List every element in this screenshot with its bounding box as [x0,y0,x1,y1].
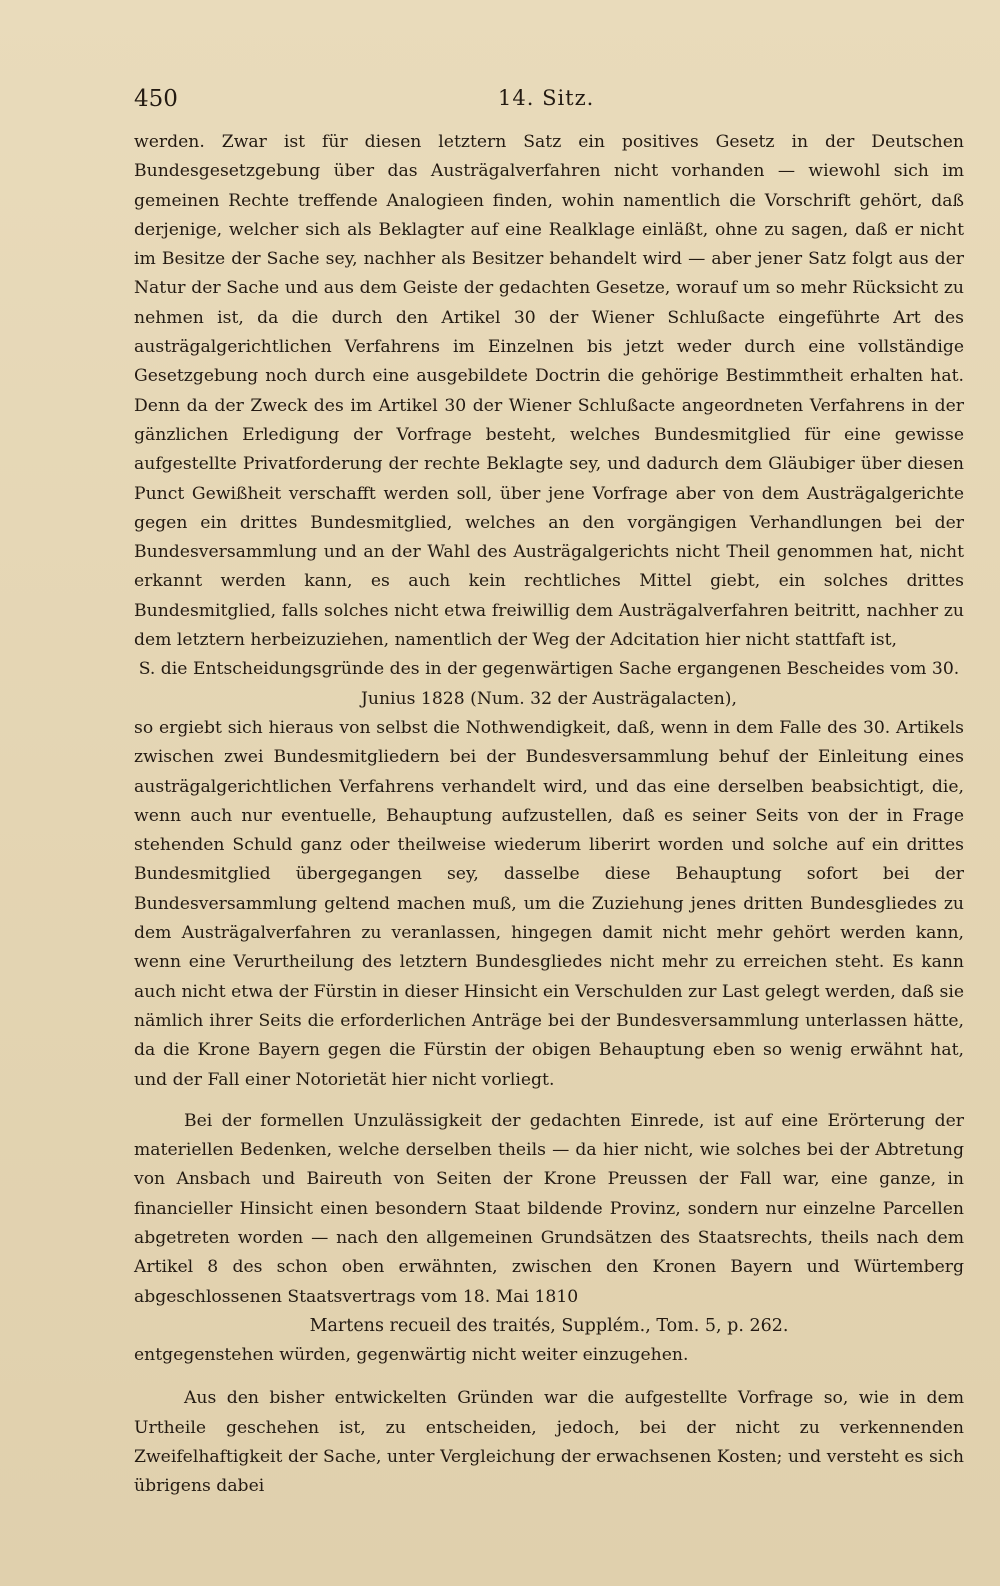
page-body [134,128,964,1502]
paragraph-2: so ergiebt sich hieraus von selbst die Nothwendigkeit, daß, wenn in dem Falle des 30. Artikels zwischen zwei Bundesmitgliedern bei der Bundesversammlung behuf der Einleitung eines austrägalgerichtlichen Verfahrens verhandelt wird, und das eine derselben beabsichtigt, die, wenn auch nur eventuelle, Behauptung aufzustellen, daß es seiner Seits von der in Frage stehenden Schuld ganz oder theilweise wiederum liberirt worden und solche auf ein drittes Bundesmitglied übergegangen sey, dasselbe diese Behauptung sofort bei der Bundesversammlung geltend machen muß, um die Zuziehung jenes dritten Bundesgliedes zu dem Austrägalverfahren zu veranlassen, hingegen damit nicht mehr gehört werden kann, wenn eine Verurtheilung des letztern Bundesgliedes nicht mehr zu erreichen steht. Es kann auch nicht etwa der Fürstin in dieser Hinsicht ein Verschulden zur Last gelegt werden, daß sie nämlich ihrer Seits die erforderlichen Anträge bei der Bundesversammlung unterlassen hätte, da die Krone Bayern gegen die Fürstin der obigen Behauptung eben so wenig erwähnt hat, und der Fall einer Notorietät hier nicht vorliegt. [134,717,964,1090]
page-header [134,86,964,120]
citation-decision: S. die Entscheidungsgründe des in der gegenwärtigen Sache ergangenen Bescheides vom 30. Junius 1828 (Num. 32 der Austrägalacten), [138,659,960,709]
citation-martens: Martens recueil des traités, Supplém., Tom. 5, p. 262. [309,1315,789,1336]
paragraph-3: Bei der formellen Unzulässigkeit der gedachten Einrede, ist auf eine Erörterung der materiellen Bedenken, welche derselben theils — da hier nicht, wie solches bei der Abtretung von Ansbach und Baireuth von Seiten der Krone Preussen der Fall war, eine ganze, in financieller Hinsicht einen besondern Staat bildende Provinz, sondern nur einzelne Parcellen abgetreten worden — nach den allgemeinen Grundsätzen des Staatsrechts, theils nach dem Artikel 8 des schon oben erwähnten, zwischen den Kronen Bayern und Würtemberg abgeschlossenen Staatsvertrags vom 18. Mai 1810 [134,1110,964,1307]
paragraph-4: entgegenstehen würden, gegenwärtig nicht weiter einzugehen. [134,1345,689,1366]
running-head: 14. Sitz. [498,86,595,110]
paragraph-1: werden. Zwar ist für diesen letztern Satz ein positives Gesetz in der Deutschen Bundesgesetzgebung über das Austrägalverfahren nicht vorhanden — wiewohl sich im gemeinen Rechte treffende Analogieen finden, wohin namentlich die Vorschrift gehört, daß derjenige, welcher sich als Beklagter auf eine Realklage einläßt, ohne zu sagen, daß er nicht im Besitze der Sache sey, nachher als Besitzer behandelt wird — aber jener Satz folgt aus der Natur der Sache und aus dem Geiste der gedachten Gesetze, worauf um so mehr Rücksicht zu nehmen ist, da die durch den Artikel 30 der Wiener Schlußacte eingeführte Art des austrägalgerichtlichen Verfahrens im Einzelnen bis jetzt weder durch eine vollständige Gesetzgebung noch durch eine ausgebildete Doctrin die gehörige Bestimmtheit erhalten hat. Denn da der Zweck des im Artikel 30 der Wiener Schlußacte angeordneten Verfahrens in der gänzlichen Erledigung der Vorfrage besteht, welches Bundesmitglied für eine gewisse aufgestellte Privatforderung der rechte Beklagte sey, und dadurch dem Gläubiger über diesen Punct Gewißheit verschafft werden soll, über jene Vorfrage aber von dem Austrägalgerichte gegen ein drittes Bundesmitglied, welches an den vorgängigen Verhandlungen bei der Bundesversammlung und an der Wahl des Austrägalgerichts nicht Theil genommen hat, nicht erkannt werden kann, es auch kein rechtliches Mittel giebt, ein solches drittes Bundesmitglied, falls solches nicht etwa freiwillig dem Austrägalverfahren beitritt, nachher zu dem letztern herbeizuziehen, namentlich der Weg der Adcitation hier nicht stattfaft ist, [134,132,964,651]
page-number: 450 [134,86,178,112]
paragraph-5: Aus den bisher entwickelten Gründen war die aufgestellte Vorfrage so, wie in dem Urtheile geschehen ist, zu entscheiden, jedoch, bei der nicht zu verkennenden Zweifelhaftigkeit der Sache, unter Vergleichung der erwachsenen Kosten; und versteht es sich übrigens dabei [134,1388,964,1497]
